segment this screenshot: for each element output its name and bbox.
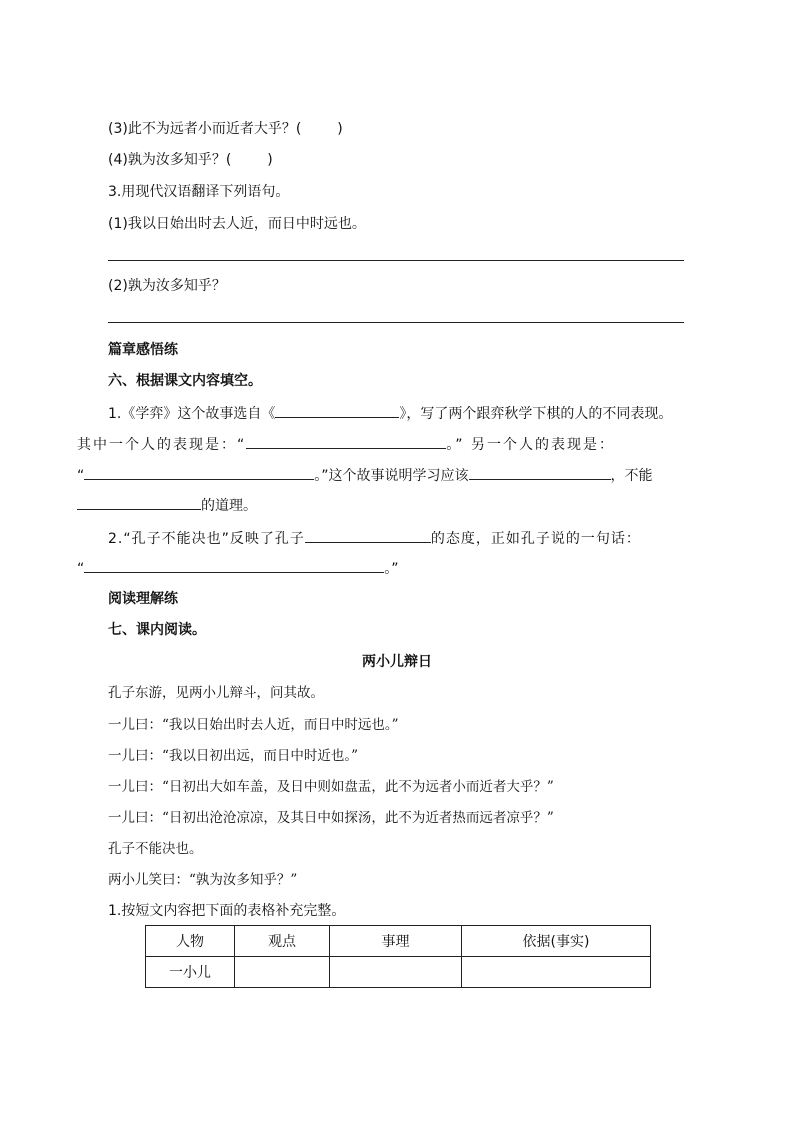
section-heading-ganwu: 篇章感悟练 [108, 342, 178, 358]
table-header-cell: 人物 [146, 926, 235, 957]
table-cell-answer[interactable] [462, 957, 651, 988]
text-span: 的态度，正如孔子说的一句话： [430, 531, 641, 547]
passage-line: 两小儿笑曰：“孰为汝多知乎？” [108, 872, 298, 888]
text-span: 2.“孔子不能决也”反映了孔子 [108, 531, 305, 547]
answer-line-1 [108, 260, 684, 261]
text-span: 1.《学弈》这个故事选自《 [108, 406, 276, 422]
blank-second-person [84, 464, 314, 480]
blank-first-person [246, 433, 446, 449]
section6-q2-line1 [108, 527, 641, 549]
text-span: 的道理。 [201, 498, 257, 514]
passage-line: 一儿曰：“日初出大如车盖，及日中则如盘盂，此不为远者小而近者大乎？” [108, 779, 554, 795]
table-header-cell: 观点 [235, 926, 330, 957]
text-span: “ [77, 468, 85, 484]
section6-heading: 六、根据课文内容填空。 [108, 373, 262, 389]
text-span: 》，写了两个跟弈秋学下棋的人的不同表现。 [399, 406, 673, 422]
table-row [146, 957, 651, 988]
blank-source [275, 402, 399, 418]
section-heading-reading: 阅读理解练 [108, 591, 178, 607]
table-header-cell: 依据(事实) [462, 926, 651, 957]
section6-q1-line3 [77, 464, 653, 486]
q2-item3-text: (3)此不为远者小而近者大乎？( [108, 121, 302, 137]
blank-attitude [305, 527, 431, 543]
blank-quote [84, 557, 384, 573]
passage-line: 一儿曰：“我以日初出远，而日中时近也。” [108, 748, 359, 764]
section6-q1-line4 [77, 494, 257, 516]
section6-q1-line2 [77, 433, 615, 455]
q3-item2: (2)孰为汝多知乎？ [108, 278, 226, 294]
passage-line: 一儿曰：“我以日始出时去人近，而日中时远也。” [108, 717, 399, 733]
passage-line: 孔子不能决也。 [108, 841, 203, 857]
section7-q1: 1.按短文内容把下面的表格补充完整。 [108, 903, 346, 919]
table-cell-answer[interactable] [235, 957, 330, 988]
q3-heading: 3.用现代汉语翻译下列语句。 [108, 184, 290, 200]
table-cell-answer[interactable] [330, 957, 462, 988]
q2-item3 [108, 119, 343, 139]
passage-title: 两小儿辩日 [362, 654, 432, 670]
section6-q1-line1 [108, 402, 672, 424]
q2-item3-close: ) [337, 121, 343, 137]
text-span: 其中一个人的表现是：“ [77, 437, 247, 453]
passage-line: 一儿曰：“日初出沧沧凉凉，及其日中如探汤，此不为近者热而远者凉乎？” [108, 810, 554, 826]
text-span: 。”这个故事说明学习应该 [314, 468, 469, 484]
q2-item4-close: ) [267, 152, 273, 168]
text-span: ，不能 [610, 468, 653, 484]
section6-q2-line2 [77, 557, 399, 579]
table-header-cell: 事理 [330, 926, 462, 957]
table-header-row [146, 926, 651, 957]
text-span: “ [77, 561, 85, 577]
table-cell: 一小儿 [146, 957, 235, 988]
section7-heading: 七、课内阅读。 [108, 622, 206, 638]
q3-item1: (1)我以日始出时去人近，而日中时远也。 [108, 216, 366, 232]
fill-in-table [145, 925, 651, 988]
blank-cannot [77, 494, 201, 510]
text-span: 。” [384, 561, 399, 577]
blank-should [469, 464, 611, 480]
text-span: 。” 另一个人的表现是： [446, 437, 615, 453]
answer-line-2 [108, 322, 684, 323]
passage-line: 孔子东游，见两小儿辩斗，问其故。 [108, 685, 324, 701]
q2-item4 [108, 150, 273, 170]
q2-item4-text: (4)孰为汝多知乎？( [108, 152, 232, 168]
